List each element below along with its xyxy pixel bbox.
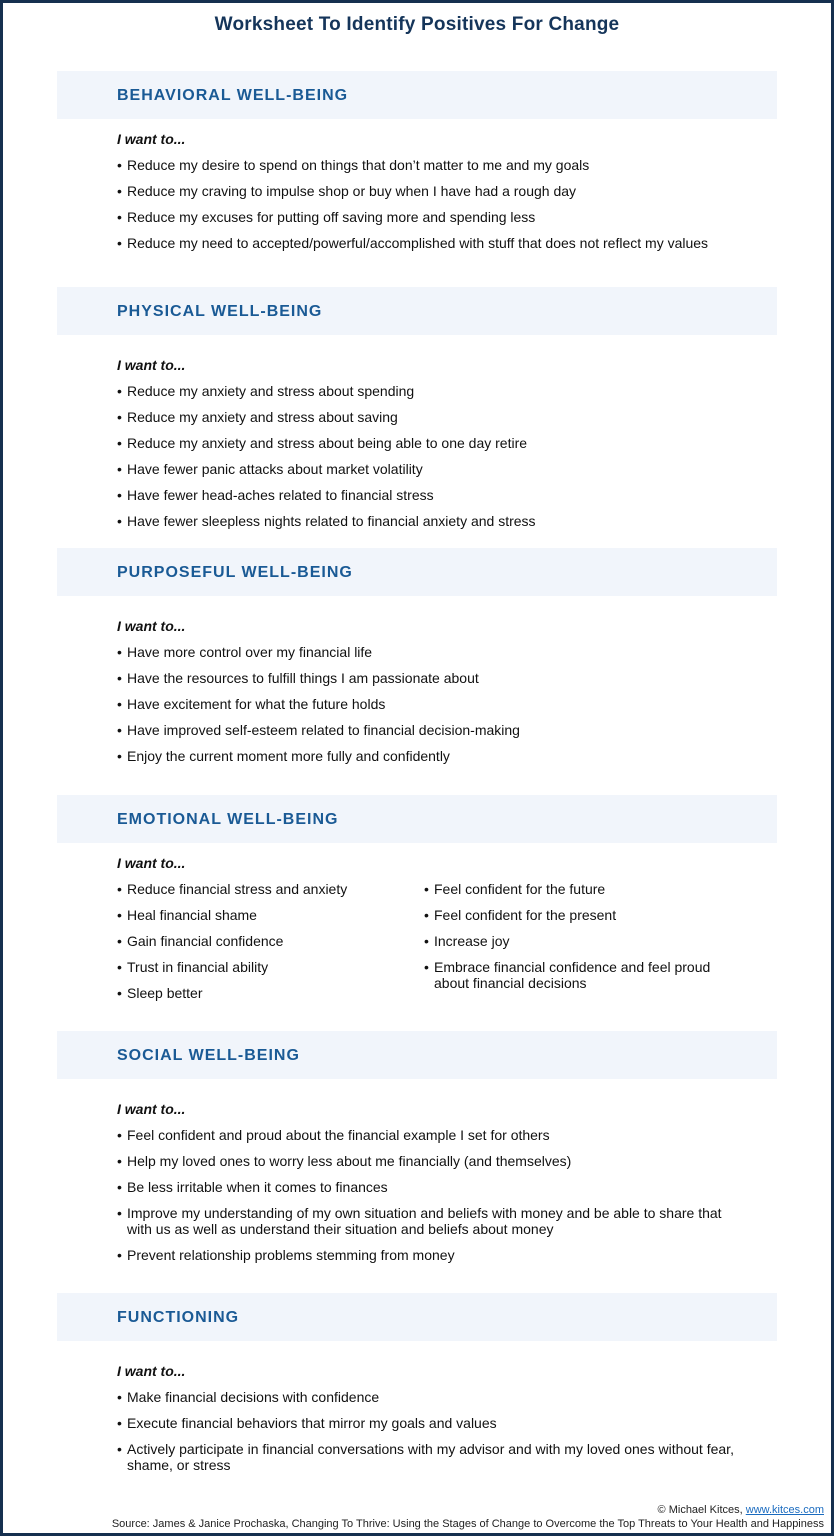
list-item: • Have more control over my financial life: [117, 644, 737, 660]
list-item: • Prevent relationship problems stemming from money: [117, 1247, 737, 1263]
section-intro: I want to...: [117, 131, 186, 147]
list-item: • Have excitement for what the future holds: [117, 696, 737, 712]
credit-text: © Michael Kitces,: [657, 1504, 743, 1516]
list-item: • Be less irritable when it comes to finances: [117, 1179, 737, 1195]
item-list: [117, 157, 717, 261]
list-item: • Embrace financial confidence and feel proud about financial decisions: [424, 959, 714, 991]
section-heading: PHYSICAL WELL-BEING: [117, 303, 323, 320]
list-item: • Execute financial behaviors that mirror my goals and values: [117, 1415, 737, 1431]
section-heading: FUNCTIONING: [117, 1309, 240, 1326]
section-heading: PURPOSEFUL WELL-BEING: [117, 564, 353, 581]
list-item: • Feel confident for the present: [424, 907, 724, 923]
item-list: [117, 1389, 737, 1483]
list-item: • Heal financial shame: [117, 907, 417, 923]
list-item: • Sleep better: [117, 985, 417, 1001]
page-title: Worksheet To Identify Positives For Change: [214, 14, 620, 35]
section-intro: I want to...: [117, 855, 186, 871]
list-item: • Feel confident and proud about the financial example I set for others: [117, 1127, 737, 1143]
list-item: • Reduce my need to accepted/powerful/accomplished with stuff that does not reflect my values: [117, 235, 717, 251]
list-item: • Gain financial confidence: [117, 933, 417, 949]
section-intro: I want to...: [117, 357, 186, 373]
list-item: • Feel confident for the future: [424, 881, 724, 897]
list-item: • Reduce financial stress and anxiety: [117, 881, 417, 897]
section-heading: SOCIAL WELL-BEING: [117, 1047, 300, 1064]
kitces-link[interactable]: www.kitces.com: [745, 1504, 824, 1516]
list-item: • Have fewer sleepless nights related to financial anxiety and stress: [117, 513, 737, 529]
source-citation: Source: James & Janice Prochaska, Changing To Thrive: Using the Stages of Change to Overcome the Top Threats to Your Health and Happiness: [111, 1518, 824, 1530]
list-item: • Help my loved ones to worry less about me financially (and themselves): [117, 1153, 737, 1169]
list-item: • Reduce my anxiety and stress about being able to one day retire: [117, 435, 737, 451]
list-item: • Have improved self-esteem related to financial decision-making: [117, 722, 737, 738]
list-item: • Actively participate in financial conversations with my advisor and with my loved ones without fear, shame, or stress: [117, 1441, 737, 1473]
list-item: • Reduce my anxiety and stress about spending: [117, 383, 737, 399]
copyright-credit: [658, 1504, 824, 1516]
section-intro: I want to...: [117, 1363, 186, 1379]
item-list: [117, 644, 737, 774]
list-item: • Reduce my anxiety and stress about saving: [117, 409, 737, 425]
section-heading: BEHAVIORAL WELL-BEING: [117, 87, 349, 104]
list-item: • Reduce my craving to impulse shop or buy when I have had a rough day: [117, 183, 717, 199]
list-item: • Trust in financial ability: [117, 959, 417, 975]
list-item: • Have fewer head-aches related to financial stress: [117, 487, 737, 503]
item-list-right: [424, 881, 724, 1001]
list-item: • Have the resources to fulfill things I am passionate about: [117, 670, 737, 686]
list-item: • Make financial decisions with confidence: [117, 1389, 737, 1405]
list-item: • Enjoy the current moment more fully and confidently: [117, 748, 737, 764]
item-list: [117, 383, 737, 539]
list-item: • Improve my understanding of my own situation and beliefs with money and be able to share that with us as well as understand their situation and beliefs about money: [117, 1205, 737, 1237]
section-heading: EMOTIONAL WELL-BEING: [117, 811, 339, 828]
list-item: • Have fewer panic attacks about market volatility: [117, 461, 737, 477]
item-list-left: [117, 881, 417, 1011]
section-intro: I want to...: [117, 1101, 186, 1117]
list-item: • Increase joy: [424, 933, 724, 949]
list-item: • Reduce my excuses for putting off saving more and spending less: [117, 209, 717, 225]
section-intro: I want to...: [117, 618, 186, 634]
list-item: • Reduce my desire to spend on things that don’t matter to me and my goals: [117, 157, 717, 173]
item-list: [117, 1127, 737, 1273]
